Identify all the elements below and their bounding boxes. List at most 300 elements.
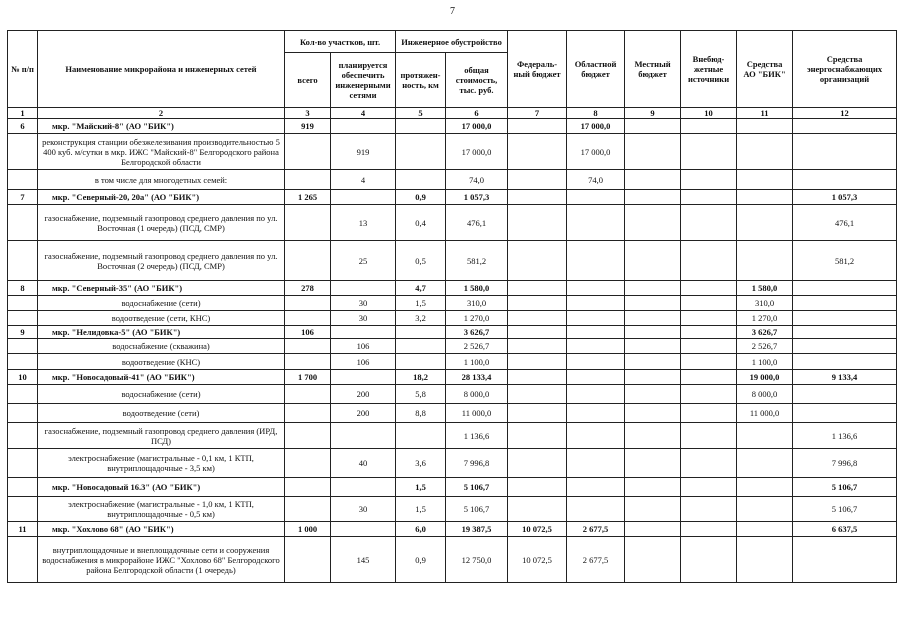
table-cell [625,241,681,281]
table-cell [681,423,737,449]
table-cell [285,423,331,449]
column-number: 12 [793,108,897,119]
table-cell [508,497,567,522]
table-cell [681,385,737,404]
table-cell [508,478,567,497]
table-cell [793,404,897,423]
table-row [8,170,897,190]
table-cell [331,423,396,449]
table-cell [508,170,567,190]
table-cell: 9 [8,326,38,339]
table-row-group [8,522,897,537]
row-name-cell: водоотведение (КНС) [38,354,285,370]
table-cell [737,170,793,190]
table-cell [396,134,446,170]
header-engineering: Инженерное обустройство [396,31,508,53]
table-cell [331,478,396,497]
table-cell: 4 [331,170,396,190]
table-cell [285,354,331,370]
table-cell: 476,1 [446,205,508,241]
table-row [8,423,897,449]
row-name-cell: мкр. "Северный-35" (АО "БИК") [38,281,285,296]
table-cell [793,170,897,190]
table-cell [793,281,897,296]
table-cell: 1 270,0 [737,311,793,326]
table-cell [681,326,737,339]
table-cell: 28 133,4 [446,370,508,385]
table-cell: 8 000,0 [737,385,793,404]
column-number: 1 [8,108,38,119]
table-cell [737,134,793,170]
table-cell [681,205,737,241]
infrastructure-table [7,30,897,583]
table-cell [331,119,396,134]
table-cell: 0,9 [396,537,446,583]
table-row-group [8,190,897,205]
column-number: 7 [508,108,567,119]
table-cell [681,311,737,326]
table-cell [285,404,331,423]
table-cell [396,326,446,339]
table-cell [625,478,681,497]
table-cell [8,296,38,311]
column-number: 8 [567,108,625,119]
table-cell: 7 996,8 [446,449,508,478]
table-cell: 9 133,4 [793,370,897,385]
table-cell [625,404,681,423]
table-cell: 2 677,5 [567,522,625,537]
table-cell [285,134,331,170]
table-cell: 3,6 [396,449,446,478]
column-number: 10 [681,108,737,119]
table-cell: 1 100,0 [737,354,793,370]
table-cell: 200 [331,385,396,404]
row-name-cell: водоотведение (сети) [38,404,285,423]
table-cell [625,134,681,170]
table-cell: 200 [331,404,396,423]
table-cell [567,190,625,205]
table-body [8,119,897,583]
table-cell [681,449,737,478]
table-cell [331,190,396,205]
table-cell [793,134,897,170]
table-cell [285,170,331,190]
table-cell [285,478,331,497]
row-name-cell: реконструкция станции обезжелезивания производительностью 5 400 куб. м/сутки в мкр. ИЖС "Майский-8" Белгородского района Белгородской области [38,134,285,170]
table-cell [285,385,331,404]
table-cell [737,190,793,205]
table-cell: 6 637,5 [793,522,897,537]
table-row-group [8,370,897,385]
table-cell [625,449,681,478]
header-plots: Кол-во участков, шт. [285,31,396,53]
column-number: 9 [625,108,681,119]
table-cell: 1 136,6 [793,423,897,449]
table-cell: 11 000,0 [446,404,508,423]
table-cell: 17 000,0 [567,119,625,134]
table-cell [567,311,625,326]
table-cell [625,281,681,296]
table-cell: 581,2 [446,241,508,281]
column-number: 4 [331,108,396,119]
row-name-cell: электроснабжение (магистральные - 0,1 км, 1 КТП, внутриплощадочные - 3,5 км) [38,449,285,478]
table-cell: 6,0 [396,522,446,537]
column-number: 5 [396,108,446,119]
table-cell [508,134,567,170]
table-row-group [8,478,897,497]
table-cell: 17 000,0 [567,134,625,170]
table-cell: 30 [331,296,396,311]
table-cell [8,339,38,354]
row-name-cell: газоснабжение, подземный газопровод среднего давления по ул. Восточная (2 очередь) (ПСД, СМР) [38,241,285,281]
table-cell: 1 057,3 [446,190,508,205]
row-name-cell: газоснабжение, подземный газопровод среднего давления (ИРД, ПСД) [38,423,285,449]
table-cell [625,423,681,449]
table-row [8,134,897,170]
table-cell [508,370,567,385]
table-row [8,537,897,583]
table-cell: 8,8 [396,404,446,423]
table-cell [331,281,396,296]
table-cell [681,370,737,385]
table-cell [567,497,625,522]
row-name-cell: в том числе для многодетных семей: [38,170,285,190]
table-cell [567,205,625,241]
row-name-cell: водоотведение (сети, КНС) [38,311,285,326]
table-cell [508,326,567,339]
table-cell [625,296,681,311]
table-cell: 1 000 [285,522,331,537]
table-cell: 5 106,7 [446,478,508,497]
table-cell [508,296,567,311]
table-row [8,205,897,241]
table-cell: 106 [331,354,396,370]
table-cell [567,370,625,385]
header-energy: Средства энергоснабжающих организаций [793,31,897,108]
table-cell [508,241,567,281]
table-cell [793,326,897,339]
table-cell [625,205,681,241]
table-cell: 13 [331,205,396,241]
table-cell [681,478,737,497]
table-cell [8,241,38,281]
table-row [8,449,897,478]
table-cell [793,296,897,311]
table-cell [567,354,625,370]
table-cell [8,404,38,423]
table-cell: 3 626,7 [737,326,793,339]
table-cell [285,339,331,354]
column-number-row [8,108,897,119]
table-cell [8,354,38,370]
table-cell [508,281,567,296]
row-name-cell: мкр. "Нелидовка-5" (АО "БИК") [38,326,285,339]
table-cell: 1 700 [285,370,331,385]
row-name-cell: мкр. "Северный-20, 20а" (АО "БИК") [38,190,285,205]
table-cell [396,423,446,449]
table-cell [396,119,446,134]
header-bik: Средства АО "БИК" [737,31,793,108]
table-cell [396,354,446,370]
table-cell [681,119,737,134]
table-cell [625,497,681,522]
table-row [8,241,897,281]
table-cell: 1 270,0 [446,311,508,326]
table-cell [625,339,681,354]
row-name-cell: мкр. "Майский-8" (АО "БИК") [38,119,285,134]
table-cell [681,296,737,311]
table-cell [625,119,681,134]
table-cell [508,339,567,354]
header-extra: Внебюд-жетные источники [681,31,737,108]
table-cell: 10 072,5 [508,522,567,537]
table-cell: 19 387,5 [446,522,508,537]
table-cell [331,522,396,537]
header-regional: Областной бюджет [567,31,625,108]
table-cell: 2 526,7 [446,339,508,354]
row-name-cell: мкр. "Новосадовый-41" (АО "БИК") [38,370,285,385]
table-cell [567,404,625,423]
table-cell: 278 [285,281,331,296]
table-cell: 310,0 [446,296,508,311]
table-cell: 6 [8,119,38,134]
table-cell: 1 057,3 [793,190,897,205]
table-cell: 5,8 [396,385,446,404]
table-row [8,339,897,354]
column-number: 11 [737,108,793,119]
table-cell: 5 106,7 [793,478,897,497]
table-cell [737,497,793,522]
row-name-cell: мкр. "Хохлово 68" (АО "БИК") [38,522,285,537]
header-num: № п/п [8,31,38,108]
table-cell [567,339,625,354]
table-cell [567,423,625,449]
table-cell: 0,9 [396,190,446,205]
table-cell: 1,5 [396,478,446,497]
table-cell [285,296,331,311]
table-cell: 10 [8,370,38,385]
table-cell [508,449,567,478]
table-cell: 919 [331,134,396,170]
table-cell: 106 [285,326,331,339]
table-cell [681,281,737,296]
table-cell [8,449,38,478]
table-row-group [8,326,897,339]
table-row-group [8,119,897,134]
table-cell [793,385,897,404]
table-cell [508,119,567,134]
table-cell [567,281,625,296]
table-cell [508,423,567,449]
table-cell: 11 000,0 [737,404,793,423]
table-cell [8,134,38,170]
table-cell [681,354,737,370]
table-cell: 1 136,6 [446,423,508,449]
table-cell: 8 000,0 [446,385,508,404]
header-total-cost: общая стоимость, тыс. руб. [446,53,508,108]
table-cell: 19 000,0 [737,370,793,385]
table-cell [737,449,793,478]
table-cell: 17 000,0 [446,134,508,170]
table-cell: 2 526,7 [737,339,793,354]
table-cell [681,134,737,170]
table-cell [625,370,681,385]
row-name-cell: мкр. "Новосадовый 16.3" (АО "БИК") [38,478,285,497]
column-number: 6 [446,108,508,119]
table-cell [508,205,567,241]
table-cell [625,190,681,205]
table-cell: 30 [331,311,396,326]
table-cell [681,537,737,583]
column-number: 2 [38,108,285,119]
header-plots-planned: планируется обеспечить инженерными сетями [331,53,396,108]
table-cell: 3,2 [396,311,446,326]
table-cell: 74,0 [446,170,508,190]
header-name: Наименование микрорайона и инженерных сетей [38,31,285,108]
table-cell: 106 [331,339,396,354]
table-cell [8,478,38,497]
table-cell [793,311,897,326]
table-row [8,497,897,522]
table-cell [396,170,446,190]
table-cell [625,385,681,404]
header-federal: Федераль-ный бюджет [508,31,567,108]
table-cell [681,241,737,281]
table-cell [681,170,737,190]
table-cell: 145 [331,537,396,583]
table-cell [567,326,625,339]
row-name-cell: водоснабжение (сети) [38,296,285,311]
table-cell [285,449,331,478]
table-cell: 310,0 [737,296,793,311]
table-cell: 17 000,0 [446,119,508,134]
table-cell [625,522,681,537]
table-cell [737,478,793,497]
table-cell [737,423,793,449]
table-cell: 7 996,8 [793,449,897,478]
table-cell [567,478,625,497]
table-cell [331,370,396,385]
table-cell [625,354,681,370]
table-cell [508,311,567,326]
table-cell [737,205,793,241]
table-cell [285,497,331,522]
table-cell [625,326,681,339]
page-number: 7 [450,6,455,17]
table-cell: 10 072,5 [508,537,567,583]
row-name-cell: водоснабжение (скважина) [38,339,285,354]
table-cell: 30 [331,497,396,522]
table-cell: 4,7 [396,281,446,296]
table-cell [681,522,737,537]
table-row [8,404,897,423]
table-cell [8,497,38,522]
table-cell: 5 106,7 [793,497,897,522]
table-cell [331,326,396,339]
table-cell [793,354,897,370]
table-cell [681,497,737,522]
table-cell: 1,5 [396,497,446,522]
table-cell [737,241,793,281]
table-cell [508,354,567,370]
table-cell [285,241,331,281]
table-cell [285,537,331,583]
table-cell [285,205,331,241]
row-name-cell: электроснабжение (магистральные - 1,0 км, 1 КТП, внутриплощадочные - 0,5 км) [38,497,285,522]
row-name-cell: внутриплощадочные и внеплощадочные сети и сооружения водоснабжения в микрорайоне ИЖС "Хохлово 68" Белгородского района Белгородской области (1 очередь) [38,537,285,583]
table-cell [285,311,331,326]
table-cell: 3 626,7 [446,326,508,339]
table-cell [737,537,793,583]
table-cell: 74,0 [567,170,625,190]
table-cell [625,170,681,190]
table-cell: 1 100,0 [446,354,508,370]
header-length: протяжен-ность, км [396,53,446,108]
column-number: 3 [285,108,331,119]
table-cell: 1 580,0 [737,281,793,296]
header-local: Местный бюджет [625,31,681,108]
row-name-cell: газоснабжение, подземный газопровод среднего давления по ул. Восточная (1 очередь) (ПСД, СМР) [38,205,285,241]
table-cell [567,449,625,478]
table-cell: 40 [331,449,396,478]
table-cell: 0,5 [396,241,446,281]
table-cell [8,311,38,326]
table-cell [681,404,737,423]
table-cell [681,339,737,354]
table-cell [793,119,897,134]
table-cell [567,296,625,311]
table-cell: 1 580,0 [446,281,508,296]
table-row [8,385,897,404]
table-cell: 1,5 [396,296,446,311]
table-cell [396,339,446,354]
table-cell [567,385,625,404]
table-row [8,354,897,370]
table-cell: 7 [8,190,38,205]
table-cell [567,241,625,281]
table-cell: 0,4 [396,205,446,241]
table-cell [793,537,897,583]
row-name-cell: водоснабжение (сети) [38,385,285,404]
table-cell: 581,2 [793,241,897,281]
header-plots-total: всего [285,53,331,108]
table-cell [8,170,38,190]
table-cell [508,404,567,423]
table-cell [8,205,38,241]
table-cell: 476,1 [793,205,897,241]
table-cell [8,423,38,449]
table-cell: 11 [8,522,38,537]
table-cell: 5 106,7 [446,497,508,522]
table-row [8,296,897,311]
table-cell: 8 [8,281,38,296]
table-cell [625,311,681,326]
table-cell: 25 [331,241,396,281]
table-row [8,311,897,326]
table-cell [8,537,38,583]
table-cell [508,190,567,205]
table-cell: 12 750,0 [446,537,508,583]
table-cell [8,385,38,404]
table-cell: 2 677,5 [567,537,625,583]
table-cell [793,339,897,354]
table-cell [737,119,793,134]
table-cell [737,522,793,537]
table-cell [508,385,567,404]
table-cell: 919 [285,119,331,134]
table-cell: 1 265 [285,190,331,205]
table-cell [625,537,681,583]
